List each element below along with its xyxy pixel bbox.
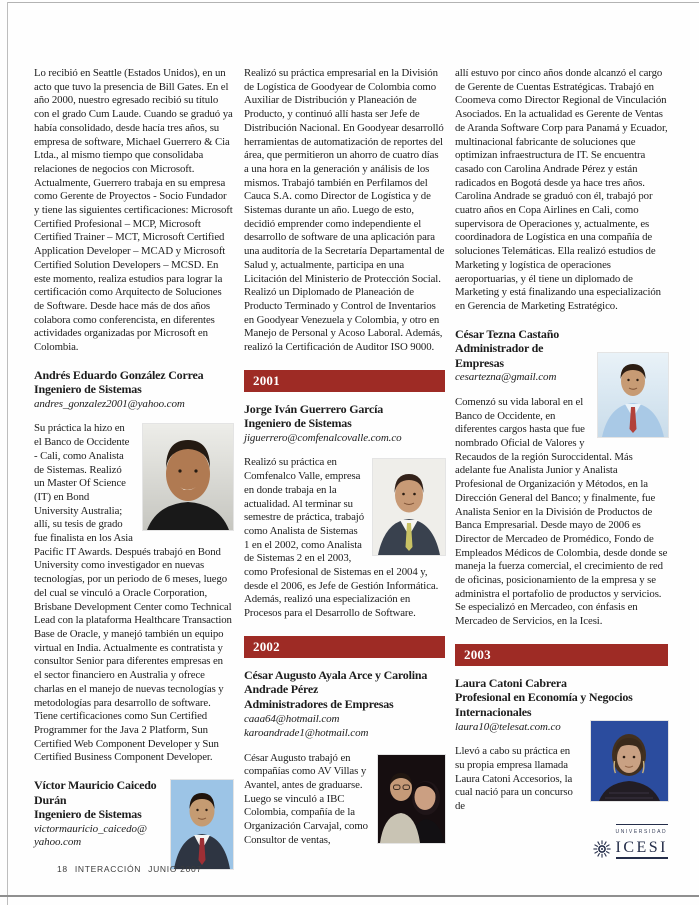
portrait-photo-victor (171, 780, 233, 869)
profile-bio: Comenzó su vida laboral en el Banco de Occidente, en diferentes cargos hasta que fue nombrado Oficial de Valores y Recaudos de la región Suroccidental. Más adelante fue Analista Junior y Analista Profesional de Organización y Métodos, en la Dirección General del Banco; y finalmente, fue Analista Senior en la División de Productos de Banca Empresarial. Desde mayo de 2006 es Director de Mercadeo de Promédico, Fondo de Empleados Médicos de Colombia, desde donde se maneja la fuerza comercial, el crecimiento de red de oficinas, posicionamiento de la empresa y se administra el portafolio de productos y servicios. Se especializó en Mercadeo, con énfasis en Mercadeo de Servicios, en la Icesi. (455, 395, 668, 628)
profile-media-block (455, 720, 668, 860)
profile-bio: Su práctica la hizo en el Banco de Occidente - Cali, como Analista de Sistemas. Realizó un Master Of Science (IT) en Bond University Australia; allí, su tesis de grado fue finalista en los Asia Pacific IT Awards. Después trabajó en Bond University como investigador en nuevas tecnologías, por un periodo de 6 meses, luego del cual se vinculó a Oracle Corporation, Brisbane Development Center como Technical Lead con la plataforma Healthcare Transaction Base de Oracle, y manejó también un equipo virtual en India. Actualmente es contratista y consultor Senior para diferentes empresas en el sector financiero en Australia y ofrece charlas en el manejo de nuevas tecnologías y metodologías para desarrollo de software. Tiene certificaciones como Sun Certified Programmer for the Java 2 Platform, Sun Certified Web Component Developer y Sun Certified Business Component Developer. (34, 422, 232, 764)
portrait-photo-jorge (373, 459, 445, 555)
profile-degree: Profesional en Economía y Negocios Internacionales (455, 690, 633, 720)
profile-degree: Administrador de Empresas (455, 341, 544, 370)
profile-degree: Ingeniero de Sistemas (34, 807, 142, 822)
profile-bio: Llevó a cabo su práctica en su propia empresa llamada Laura Catoni Accesorios, la cual nació para un concurso de (455, 745, 573, 812)
portrait-photo-laura (591, 721, 668, 801)
page-footer (57, 864, 209, 874)
footer-page-number: 18 (57, 864, 68, 874)
profile-name: Andrés Eduardo González Correa (34, 367, 204, 382)
icesi-name-label: ICESI (616, 839, 669, 859)
portrait-photo-andres (143, 424, 233, 530)
profile-email: victormauricio_caicedo@​yahoo.com (34, 822, 147, 849)
profile-email: cesartezna@gmail.com (455, 371, 557, 384)
profile-andres-gonzalez (34, 368, 233, 765)
profile-degree: Ingeniero de Sistemas (244, 416, 352, 431)
profile-email: laura10@telesat.com.co (455, 720, 561, 733)
profile-bio: César Augusto trabajó en compañías como AV Villas y Avantel, antes de graduarse. Luego se vinculó a IBC Colombia, compañía de la Organización Carvajal, como Consultor de ventas, (244, 752, 445, 848)
profile-jorge-guerrero (244, 402, 445, 621)
profile-email: jiguerrero@comfenalcovalle.com.co (244, 431, 402, 444)
icesi-logo-text (616, 824, 669, 860)
profile-cesar-carolina (244, 668, 445, 848)
year-banner-2002: 2002 (244, 636, 445, 658)
profile-degree: Ingeniero de Sistemas (34, 382, 142, 397)
profile-email: andres_gonzalez2001@yahoo.com (34, 397, 185, 410)
intro-paragraph-aranda: allí estuvo por cinco años donde alcanzó el cargo de Gerente de Cuentas Estratégicas. Trabajó en Coomeva como Director Regional de Vinculación Asociados. En la actualidad es Gerente de Ventas de Aranda Software Corp para Panamá y Ecuador, multinacional fabricante de soluciones que optimizan infraestructura de IT. Se encuentra casado con Carolina Andrade Pérez y están radicados en Bogotá desde ya hace tres años. Carolina Andrade se graduó con él, trabajó por cuatro años en Copa Airlines en Cali, como supervisora de Operaciones y, actualmente, es coordinadora de Logística en una compañía de soluciones Telemáticas. Ella realizó estudios de Marketing y logística de operaciones aeroportuarias, y él tiene un diplomado de Marketing y está finalizando una especialización en Gerencia de Marketing Estratégico. (455, 67, 668, 312)
year-banner-2003: 2003 (455, 644, 668, 666)
page-edge-top (8, 2, 699, 3)
column-right (455, 67, 668, 859)
profile-victor-caicedo (34, 778, 233, 874)
page-edge-bottom (0, 895, 699, 897)
icesi-university-label: UNIVERSIDAD (616, 824, 669, 840)
page-edge-left (7, 2, 8, 905)
column-middle (244, 67, 445, 848)
portrait-photo-couple (378, 755, 445, 843)
icesi-sunburst-icon (592, 839, 612, 859)
profile-email-2: karoandrade1@hotmail.com (244, 727, 369, 740)
profile-cesar-tezna (455, 327, 668, 629)
footer-issue-date: JUNIO 2007 (148, 864, 202, 874)
profile-email-1: caaa64@hotmail.com (244, 712, 340, 725)
intro-paragraph-guerrero: Lo recibió en Seattle (Estados Unidos), en un acto que tuvo la presencia de Bill Gates. En el año 2000, nuestro egresado recibió su título con el grado Cum Laude. Cuando se graduó ya había consolidado, desde hacía tres años, su empresa de software, Michael Guerrero & Cia Ltda., al mismo tiempo que consolidaba relaciones de negocios con Microsoft. Actualmente, Guerrero trabaja en su empresa como Gerente de Proyectos - Socio Fundador y tiene las siguientes certificaciones: Microsoft Certified Profesional – MCP, Microsoft Certified Trainer – MCT, Microsoft Certified Application Developer – MCAD y Microsoft Certified Solution Developers – MCSD. En este momento, realiza estudios para lograr la certificación como Arquitecto de Soluciones de Software. Desde hace más de dos años colabora como conferencista, en diferentes actividades organizadas por Microsoft en Colombia. (34, 67, 233, 354)
portrait-photo-tezna (598, 353, 668, 437)
profile-name: César Augusto Ayala Arce y Carolina Andrade Pérez (244, 667, 428, 697)
profile-laura-catoni (455, 676, 668, 860)
profile-name: César Tezna Castaño (455, 326, 559, 341)
year-banner-2001: 2001 (244, 370, 445, 392)
profile-degree: Administradores de Empresas (244, 697, 394, 712)
profile-bio: Realizó su práctica en Comfenalco Valle, empresa en donde trabaja en la actualidad. Al terminar su semestre de práctica, trabajó como Analista de Sistemas 1 en el 2002, como Analista de Sistemas 2 en el 2003, como Profesional de Sistemas en el 2004 y, desde el 2006, es Jefe de Gestión Informática. Además, realizó una especialización en Procesos para el Desarrollo de Software. (244, 456, 445, 620)
icesi-university-logo (592, 824, 669, 860)
profile-name: Jorge Iván Guerrero García (244, 401, 384, 416)
footer-magazine-title: INTERACCIÓN (74, 864, 142, 874)
profile-name: Laura Catoni Cabrera (455, 675, 567, 690)
profile-name: Víctor Mauricio Caicedo Durán (34, 778, 157, 807)
intro-paragraph-goodyear: Realizó su práctica empresarial en la División de Logística de Goodyear de Colombia como Auxiliar de Distribución y Planeación de Producto, y continuó allí hasta ser Jefe de Distribución Nacional. En Goodyear desarrolló herramientas de automatización de reportes del área, que permitieron un ahorro de cuatro días a una hora en la generación y análisis de los mismos. Trabajó también en Perfilamos del Cauca S.A. como Director de Logística y de Sistemas durante un año. Luego de esto, decidió emprender como independiente el desarrollo de software de una aplicación para una auditoría de la Secretaría Departamental de Salud y, actualmente, participa en una Licitación del Ministerio de Protección Social. Realizó un Diplomado de Planeación de Producto Terminado y Control de Inventarios en Goodyear Venezuela y Colombia, y otro en Manejo de Personal y Acoso Laboral. Además, realizó la Certificación de Auditor ISO 9000. (244, 67, 445, 354)
column-left (34, 67, 233, 874)
